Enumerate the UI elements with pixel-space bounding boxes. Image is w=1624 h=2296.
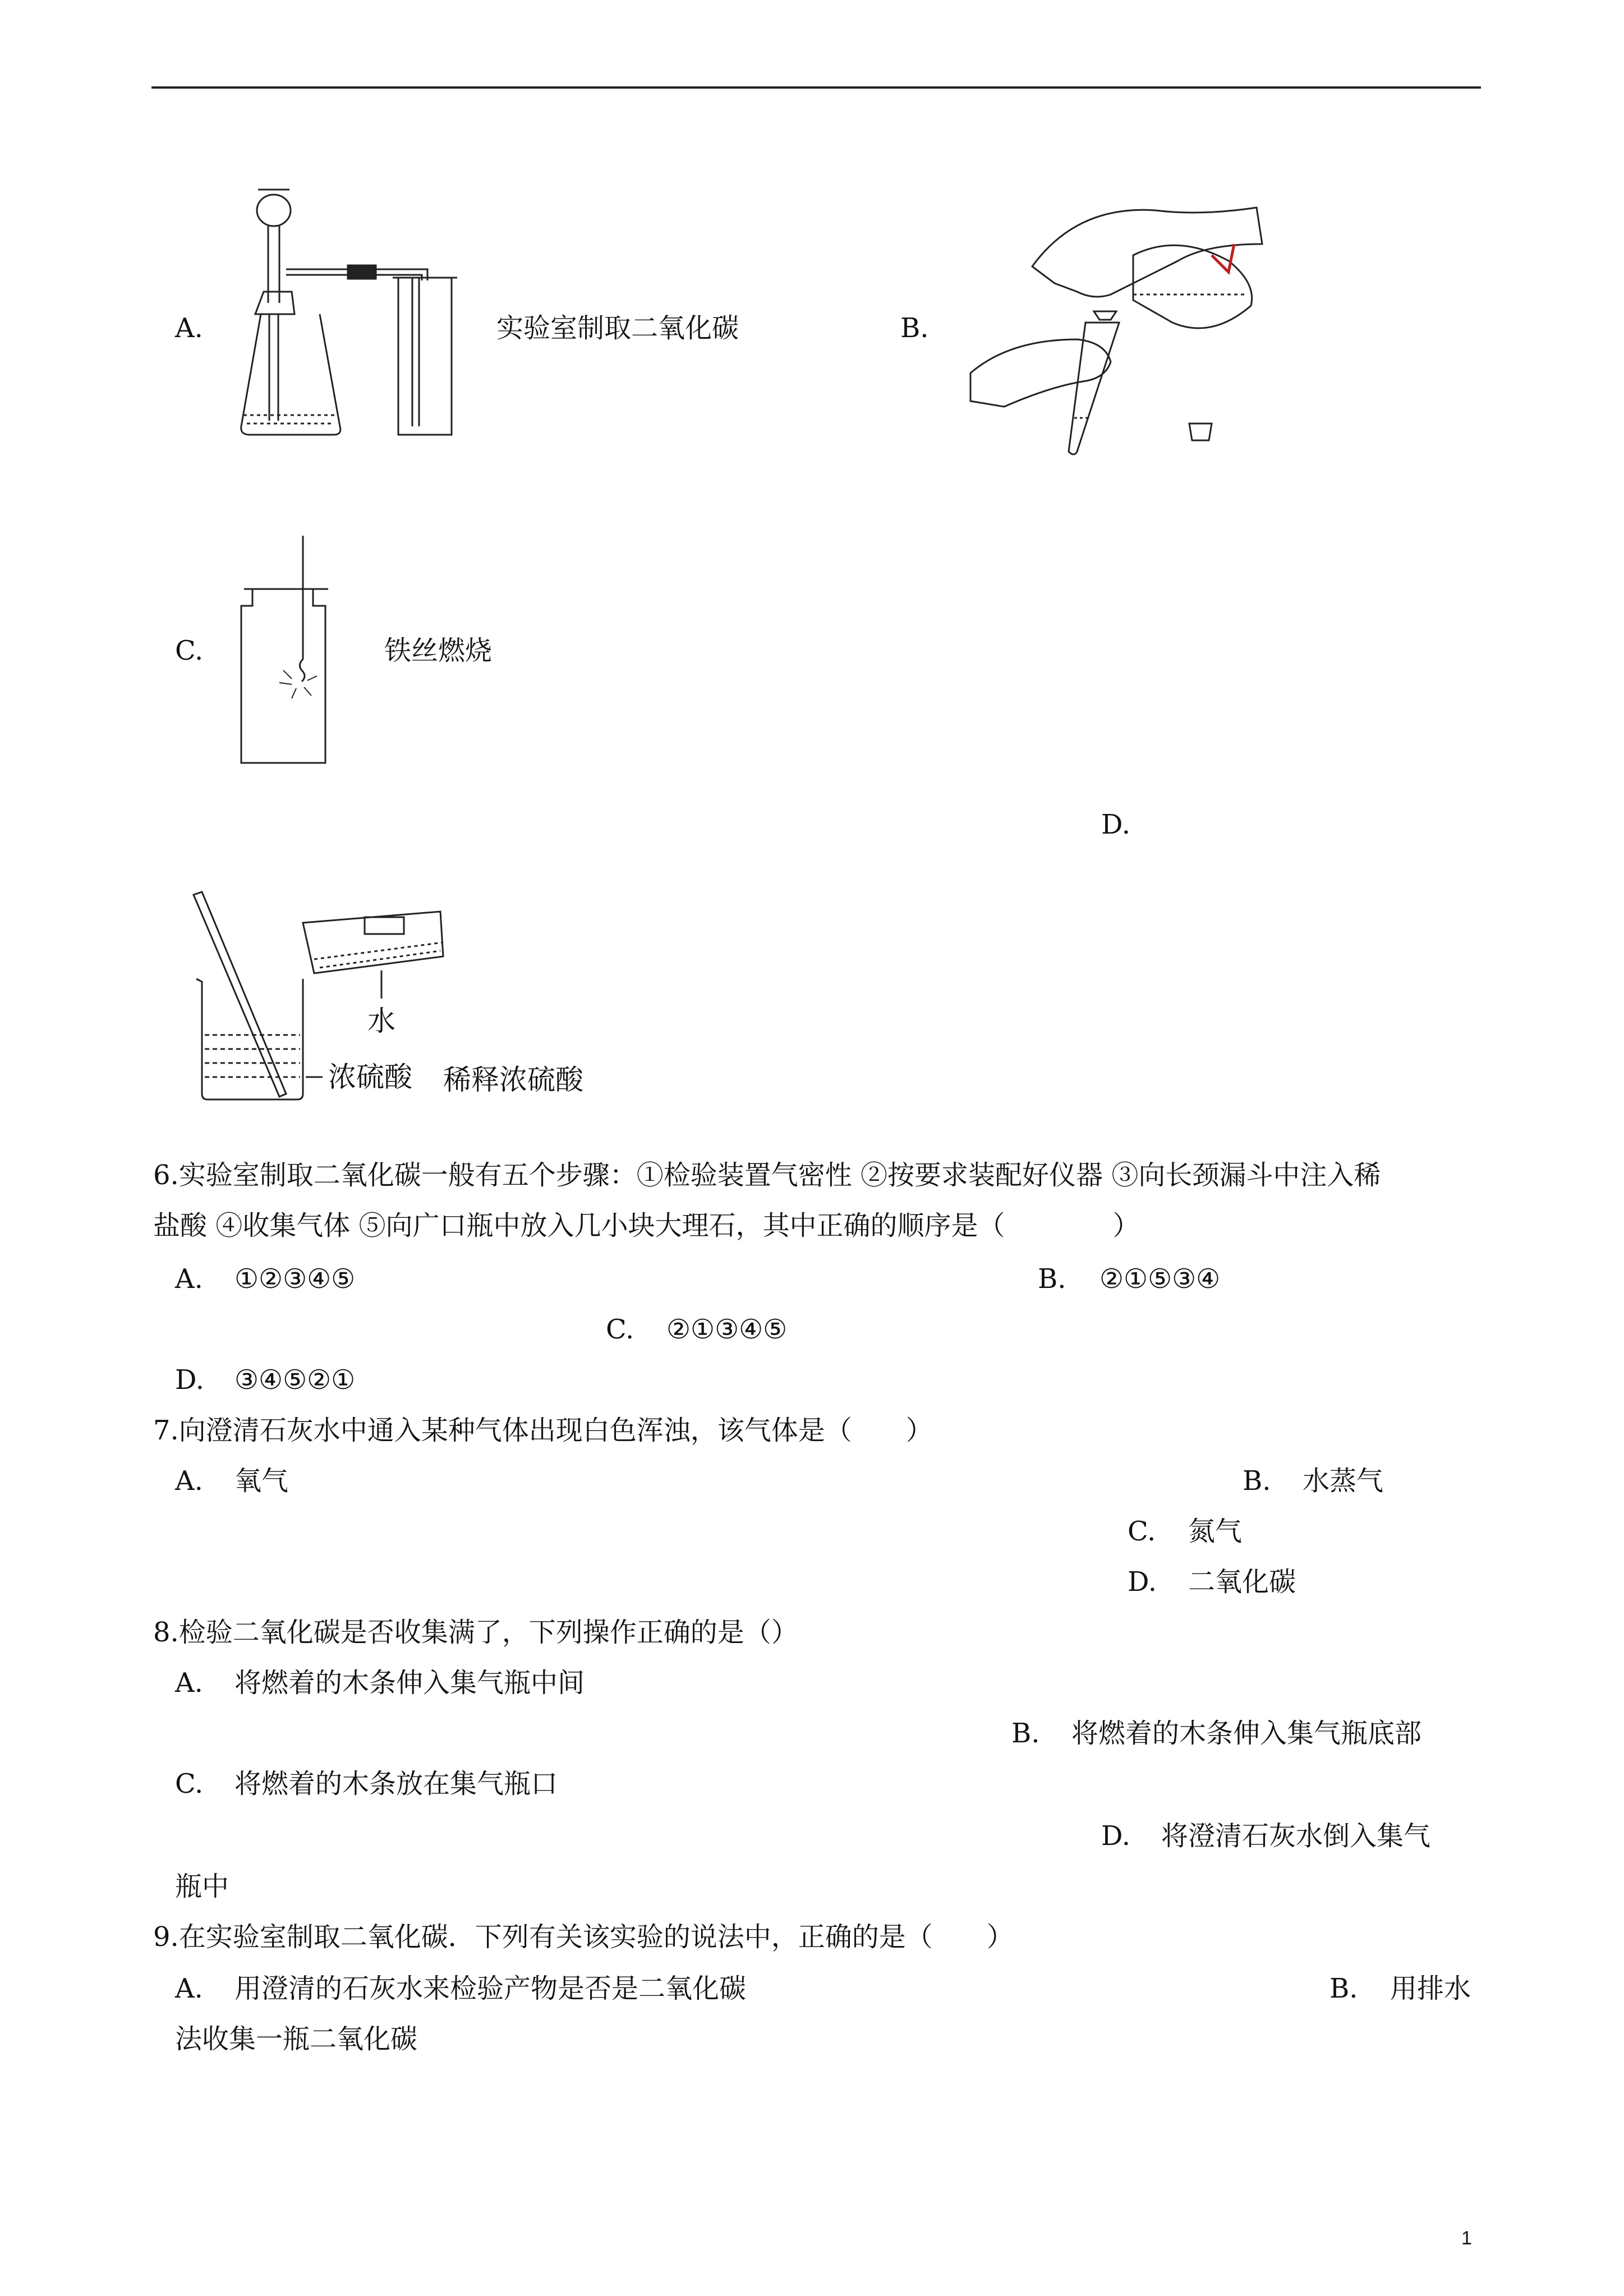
figure-a-co2-apparatus [230, 185, 488, 449]
figure-d-label-water: 水 [367, 1005, 395, 1037]
question-9-option-b-continued: 法收集一瓶二氧化碳 [175, 2023, 418, 2055]
question-8-option-c-letter: C. [175, 1768, 204, 1800]
question-7-option-b-letter: B. [1243, 1465, 1271, 1497]
question-7-option-b: 水蒸气 [1303, 1465, 1384, 1497]
question-7-option-c: 氮气 [1188, 1516, 1243, 1547]
question-6-option-b-letter: B. [1038, 1263, 1066, 1295]
page-number: 1 [1461, 2228, 1472, 2249]
question-6-option-a-letter: A. [175, 1263, 203, 1295]
question-7-option-c-letter: C. [1128, 1516, 1156, 1547]
question-6-option-d: ③④⑤②① [234, 1364, 356, 1396]
question-8-option-a: 将燃着的木条伸入集气瓶中间 [234, 1667, 585, 1699]
figure-c-iron-wire-burning [236, 536, 337, 769]
question-9-option-b-letter: B. [1329, 1973, 1358, 2004]
question-9-option-a: 用澄清的石灰水来检验产物是否是二氧化碳 [234, 1973, 747, 2004]
question-7-option-a: 氧气 [234, 1465, 289, 1497]
question-6-stem-line1: 6.实验室制取二氧化碳一般有五个步骤：①检验装置气密性 ②按要求装配好仪器 ③向长颈漏斗中注入稀 [153, 1159, 1381, 1191]
question-9-stem: 9.在实验室制取二氧化碳．下列有关该实验的说法中，正确的是（ ） [153, 1921, 1014, 1953]
question-6-option-d-letter: D. [175, 1364, 205, 1396]
figure-c-caption: 铁丝燃烧 [384, 635, 493, 666]
question-6-option-a: ①②③④⑤ [234, 1263, 356, 1295]
question-9-option-b: 用排水 [1390, 1973, 1471, 2004]
question-8-option-a-letter: A. [175, 1667, 203, 1699]
question-8-option-d-letter: D. [1101, 1820, 1131, 1852]
question-6-option-b: ②①⑤③④ [1099, 1263, 1221, 1295]
question-8-option-c: 将燃着的木条放在集气瓶口 [234, 1768, 558, 1800]
question-8-option-d: 将澄清石灰水倒入集气 [1161, 1820, 1431, 1852]
figure-c-letter: C. [175, 635, 204, 666]
figure-b-pouring-liquid [965, 194, 1279, 457]
question-7-option-a-letter: A. [175, 1465, 203, 1497]
figure-d-caption: 稀释浓硫酸 [443, 1064, 583, 1096]
question-7-stem: 7.向澄清石灰水中通入某种气体出现白色浑浊，该气体是（ ） [153, 1415, 933, 1446]
question-7-option-d-letter: D. [1128, 1566, 1157, 1598]
question-8-option-b-letter: B. [1011, 1718, 1040, 1749]
question-6-stem-line2: 盐酸 ④收集气体 ⑤向广口瓶中放入几小块大理石，其中正确的顺序是（ ） [153, 1210, 1140, 1241]
figure-d-letter: D. [1101, 809, 1131, 840]
question-8-option-b: 将燃着的木条伸入集气瓶底部 [1071, 1718, 1422, 1749]
figure-d-label-acid: 浓硫酸 [328, 1061, 412, 1093]
question-8-option-d-continued: 瓶中 [175, 1871, 229, 1902]
figure-a-letter: A. [175, 312, 203, 344]
figure-b-letter: B. [900, 312, 929, 344]
figure-a-caption: 实验室制取二氧化碳 [496, 312, 739, 344]
question-6-option-c-letter: C. [606, 1314, 634, 1345]
question-6-option-c: ②①③④⑤ [666, 1314, 788, 1345]
question-7-option-d: 二氧化碳 [1188, 1566, 1296, 1598]
question-9-option-a-letter: A. [175, 1973, 203, 2004]
header-rule [151, 86, 1481, 89]
question-8-stem: 8.检验二氧化碳是否收集满了，下列操作正确的是（） [153, 1617, 798, 1648]
